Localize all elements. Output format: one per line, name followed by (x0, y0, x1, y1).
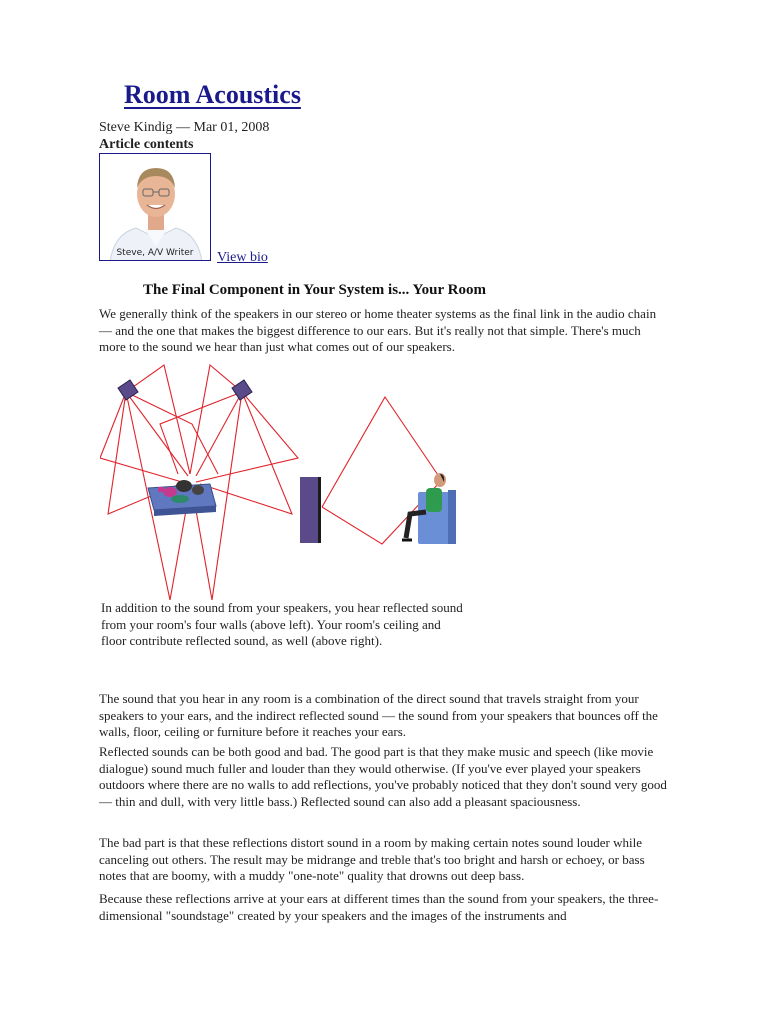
speaker-icon (118, 380, 138, 400)
author-portrait-icon (100, 154, 211, 261)
view-bio-link[interactable]: View bio (217, 250, 268, 265)
intro-paragraph: We generally think of the speakers in our stereo or home theater systems as the final link in the audio chain — and the one that makes the biggest difference to our ears. But it's really not that simple. There's much more to the sound we hear than just what comes out of our speakers. (99, 306, 657, 354)
ceiling-floor-reflections-diagram (298, 392, 458, 548)
page-title[interactable]: Room Acoustics (124, 80, 301, 109)
byline: Steve Kindig — Mar 01, 2008 (99, 120, 270, 135)
body-paragraph: The sound that you hear in any room is a combination of the direct sound that travels straight from your speakers to your ears, and the indirect reflected sound — the sound from your speakers that bounces off the walls, floor, ceiling or furniture before it reaches your ears. (99, 691, 658, 739)
wall-icon (300, 477, 321, 543)
body-paragraph: The bad part is that these reflections distort sound in a room by making certain notes sound louder while canceling out others. The result may be midrange and treble that's too bright and harsh or echoey, or bass notes that are boomy, with a muddy "one-note" quality that drowns out deep bass. (99, 835, 645, 883)
wall-reflections-diagram (100, 362, 300, 600)
section-heading: The Final Component in Your System is... Your Room (143, 282, 486, 298)
speaker-icon (232, 380, 252, 400)
author-photo[interactable] (99, 153, 211, 261)
photo-caption: Steve, A/V Writer (116, 248, 194, 258)
figure-caption: In addition to the sound from your speakers, you hear reflected sound from your room's four walls (above left). Your room's ceiling and floor contribute reflected sound, as well (above right). (101, 600, 463, 648)
body-paragraph: Reflected sounds can be both good and bad. The good part is that they make music and speech (like movie dialogue) sound much fuller and louder than they would otherwise. (If you've ever played your speakers outdoors where there are no walls to add reflections, you've probably noticed that they don't sound very good — thin and dull, with very little bass.) Reflected sound can also add a pleasant spaciousness. (99, 744, 667, 809)
body-paragraph: Because these reflections arrive at your ears at different times than the sound from your speakers, the three-dimensional "soundstage" created by your speakers and the images of the instruments and (99, 891, 659, 923)
article-contents-label: Article contents (99, 137, 194, 152)
